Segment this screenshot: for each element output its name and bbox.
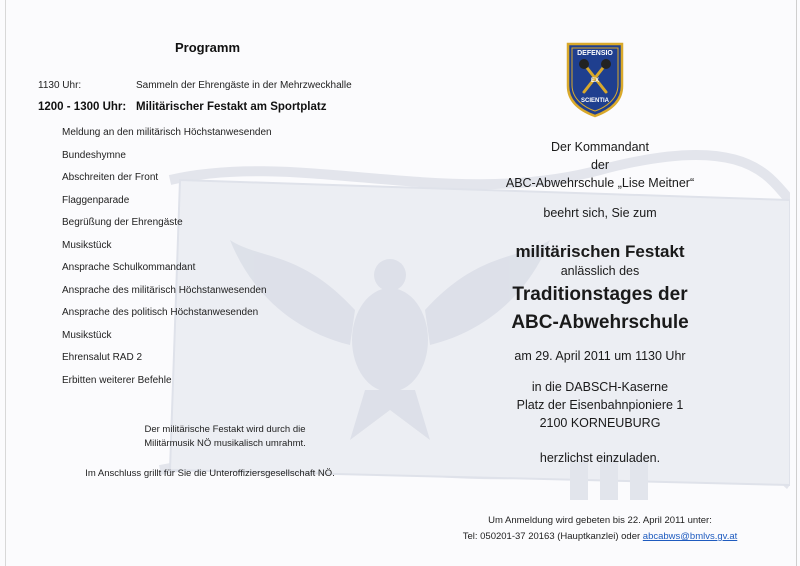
invite-line-7: Traditionstages der (512, 284, 688, 305)
program-item: Ansprache Schulkommandant (62, 262, 196, 273)
invite-line-6: anlässlich des (560, 264, 640, 278)
program-items-list (62, 127, 272, 397)
schedule-time-1: 1130 Uhr: (38, 80, 82, 91)
invite-location-3: 2100 KORNEUBURG (539, 416, 661, 430)
program-item: Ehrensalut RAD 2 (62, 352, 143, 363)
invite-line-5: militärischen Festakt (515, 242, 685, 261)
program-item: Musikstück (62, 329, 112, 341)
rsvp-note: Um Anmeldung wird gebeten bis 22. April 2011 unter: (488, 515, 712, 526)
invite-line-1: Der Kommandant (551, 140, 649, 154)
program-item: Ansprache des politisch Höchstanwesenden (62, 307, 259, 318)
schedule-desc-1: Sammeln der Ehrengäste in der Mehrzweckhalle (136, 80, 352, 91)
program-item: Erbitten weiterer Befehle (62, 374, 172, 386)
rsvp-contact (440, 531, 760, 542)
grill-note: Im Anschluss grillt für Sie die Unteroffiziersgesellschaft NÖ. (85, 468, 335, 479)
svg-text:EX: EX (590, 78, 600, 84)
rsvp-email-link[interactable]: abcabws@bmlvs.gv.at (642, 531, 738, 542)
program-item: Flaggenparade (62, 194, 130, 206)
invite-line-2: der (590, 158, 610, 172)
program-item: Meldung an den militärisch Höchstanwesenden (62, 127, 272, 138)
program-item: Bundeshymne (62, 149, 126, 161)
invite-closing: herzlichst einzuladen. (539, 451, 661, 465)
music-note-line2: Militärmusik NÖ musikalisch umrahmt. (144, 438, 306, 449)
rsvp-phone: Tel: 050201-37 20163 (Hauptkanzlei) oder (462, 531, 641, 542)
invite-line-3: ABC-Abwehrschule „Lise Meitner“ (505, 176, 695, 190)
invite-location-2: Platz der Eisenbahnpioniere 1 (516, 398, 684, 412)
program-title: Programm (175, 40, 241, 55)
invite-date: am 29. April 2011 um 1130 Uhr (514, 349, 686, 363)
school-crest-icon (566, 42, 624, 118)
invite-line-8: ABC-Abwehrschule (511, 312, 689, 333)
svg-text:SCIENTIA: SCIENTIA (580, 98, 610, 104)
schedule-time-2: 1200 - 1300 Uhr: (38, 101, 127, 113)
program-item: Ansprache des militärisch Höchstanwesenden (62, 284, 267, 296)
invite-line-4: beehrt sich, Sie zum (543, 206, 657, 220)
schedule-desc-2: Militärischer Festakt am Sportplatz (136, 101, 327, 113)
svg-text:DEFENSIO: DEFENSIO (577, 50, 613, 57)
program-item: Musikstück (62, 239, 112, 251)
program-item: Begrüßung der Ehrengäste (62, 217, 183, 228)
invite-location-1: in die DABSCH-Kaserne (531, 380, 669, 394)
program-item: Abschreiten der Front (62, 172, 159, 183)
paper-edge-right (796, 0, 797, 566)
paper-edge-left (5, 0, 6, 566)
music-note-line1: Der militärische Festakt wird durch die (144, 424, 306, 435)
